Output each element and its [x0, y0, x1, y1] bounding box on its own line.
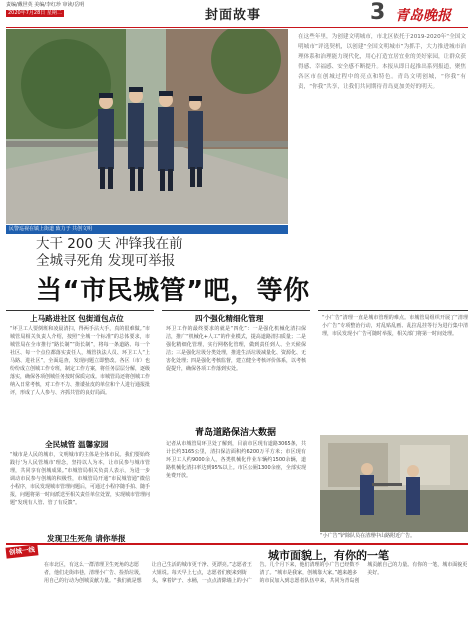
feature-badge: 创城一线 — [6, 544, 39, 558]
article-text: “城市是人民的城市，文明城市的主体是全体市民。我们要始终践行‘为人民管城市’理念，坚持以人为本，让市民参与城市管理，共同享有创城成果。”市城管局相关负责人表示，为进一步调动市民参与创城的积极性，市城管局开通“市民城管通”微信小程序，市民发现城市管理问题后，可通过小程序随手拍、随手报，问题将第一时间派送至相关责任单位处置，实现城市管理问题“发现有人管、管了有反馈”。 — [10, 452, 150, 506]
page-number: 3 — [370, 0, 386, 25]
headline-subtitle-1: 大干 200 天 冲锋我在前 — [36, 236, 183, 252]
editor-credit: 责编/戴世英 美编/李红珍 审读/岳明 — [6, 2, 85, 8]
photo-caption: “小广告”铲除队员在清理中山路附近广告。 — [320, 533, 416, 539]
article-text: “小广告”清理一直是城市管理的难点。市城管局组织开展了“清理小广告”专项整治行动，对乱贴乱画、乱拉乱挂等行为进行集中清理，市民发现小广告可随时举报，相关部门将第一时间处理。 — [322, 315, 468, 337]
column-divider — [162, 310, 310, 311]
issue-date: 2020年7月28日 星期二 — [8, 10, 62, 16]
feature-text: 在市北区，有这么一群清理卫生死角的志愿者，他们走街串巷，清理小广告、捡拾垃圾，用自己的行动为创城贡献力量。“我们就是想让自己生活的城市更干净、更漂亮。”志愿者王大姐说。每天早上七点，志愿者们便来到街头，拿着铲子、水桶，一点点清除墙上的小广告。几个月下来，他们清理的小广告已经数不清了。“城市是我家，创城靠大家。”越来越多的市民加入到志愿者队伍中来，共同为青岛创城贡献自己的力量。有你的一笔，城市面貌更美好。 — [44, 562, 468, 584]
headline-subtitle-2: 全城寻死角 发现可举报 — [36, 253, 176, 269]
header-divider — [6, 27, 468, 28]
section-heading: 青岛道路保洁大数据 — [195, 428, 277, 438]
article-text: 环卫工作的最终要求的就是“四化”：一是强化机械化清扫保洁，推广“机械化+人工”的作业模式，提高道路清扫质量；二是强化精细化管理，实行网格化管理，做到责任到人、全天候保洁；三是强化垃圾分类处理，推进生活垃圾减量化、资源化、无害化处理；四是强化考核监督，建立健全考核评价体系，以考核促提升，确保各项工作落到实处。 — [166, 326, 306, 372]
column-divider — [318, 310, 468, 311]
feature-divider — [6, 543, 468, 545]
column-divider — [6, 310, 154, 311]
ad-removal-photo — [320, 435, 468, 532]
article-text: 记者从市城管局环卫处了解到，目前市区现有道路3065条，共计长约3165公里，清扫保洁面积约6200万平方米；市区现有环卫工人约9000余人，各类机械化作业车辆约1500余辆，道路机械化清扫率达到95%以上。市区公厕1300余座，全部实现免费开放。 — [166, 441, 306, 479]
page-header-info — [6, 2, 84, 17]
feature-title: 城市面貌上，有你的一笔 — [268, 549, 389, 562]
patrol-photo — [6, 29, 288, 224]
photo-caption: 民警巡视在镇上街道 致力于 共创文明 — [6, 225, 288, 234]
section-heading: 上马路进社区 包街道包点位 — [30, 314, 124, 323]
lead-paragraph: 在这些年里，为创建文明城市，市北区依托于2019-2020年“全国文明城市”评选契机，以创建“全国文明城市”为抓手，大力推进城市治理体系和治理能力现代化，用心打造宜居宜业的美好家园，让群众获得感、幸福感、安全感不断提升。本报从即日起推出系列报道，聚焦各区市在创城过程中的亮点和特色。青岛文明创城，“你我”有责，“你我”共享，让我们共同期待青岛更加美好的明天。 — [298, 34, 466, 90]
section-heading: 全民城管 温馨家园 — [45, 440, 109, 449]
section-heading: 发现卫生死角 请你举报 — [47, 534, 126, 543]
newspaper-logo: 青岛晚报 — [395, 8, 451, 24]
section-title: 封面故事 — [205, 8, 262, 23]
headline-main: 当“市民城管”吧，等你 — [36, 276, 310, 306]
section-heading: 四个强化精细化管理 — [195, 314, 264, 323]
article-text: “坏卫工人要倒班和凌晨清扫，得两手沾大手，真的很难做。”市城管局相关负责人介绍，按照“全城一个标准”的总体要求，市城管局在全市推行“路长制”“街长制”，将每一条道路、每一个社区、每一个点位都落实责任人，城管执法人员、环卫工人“上马路、进社区”，全面巡查，发现问题立即整改。各区（市）也纷纷成立创城工作专班，制定工作方案，将任务层层分解，逐级落实，确保各项创城任务按时保质完成。市城管局还将创城工作纳入日常考核，对工作不力、推诿扯皮的单位和个人进行通报批评，形成了人人参与、齐抓共管的良好局面。 — [10, 326, 150, 396]
